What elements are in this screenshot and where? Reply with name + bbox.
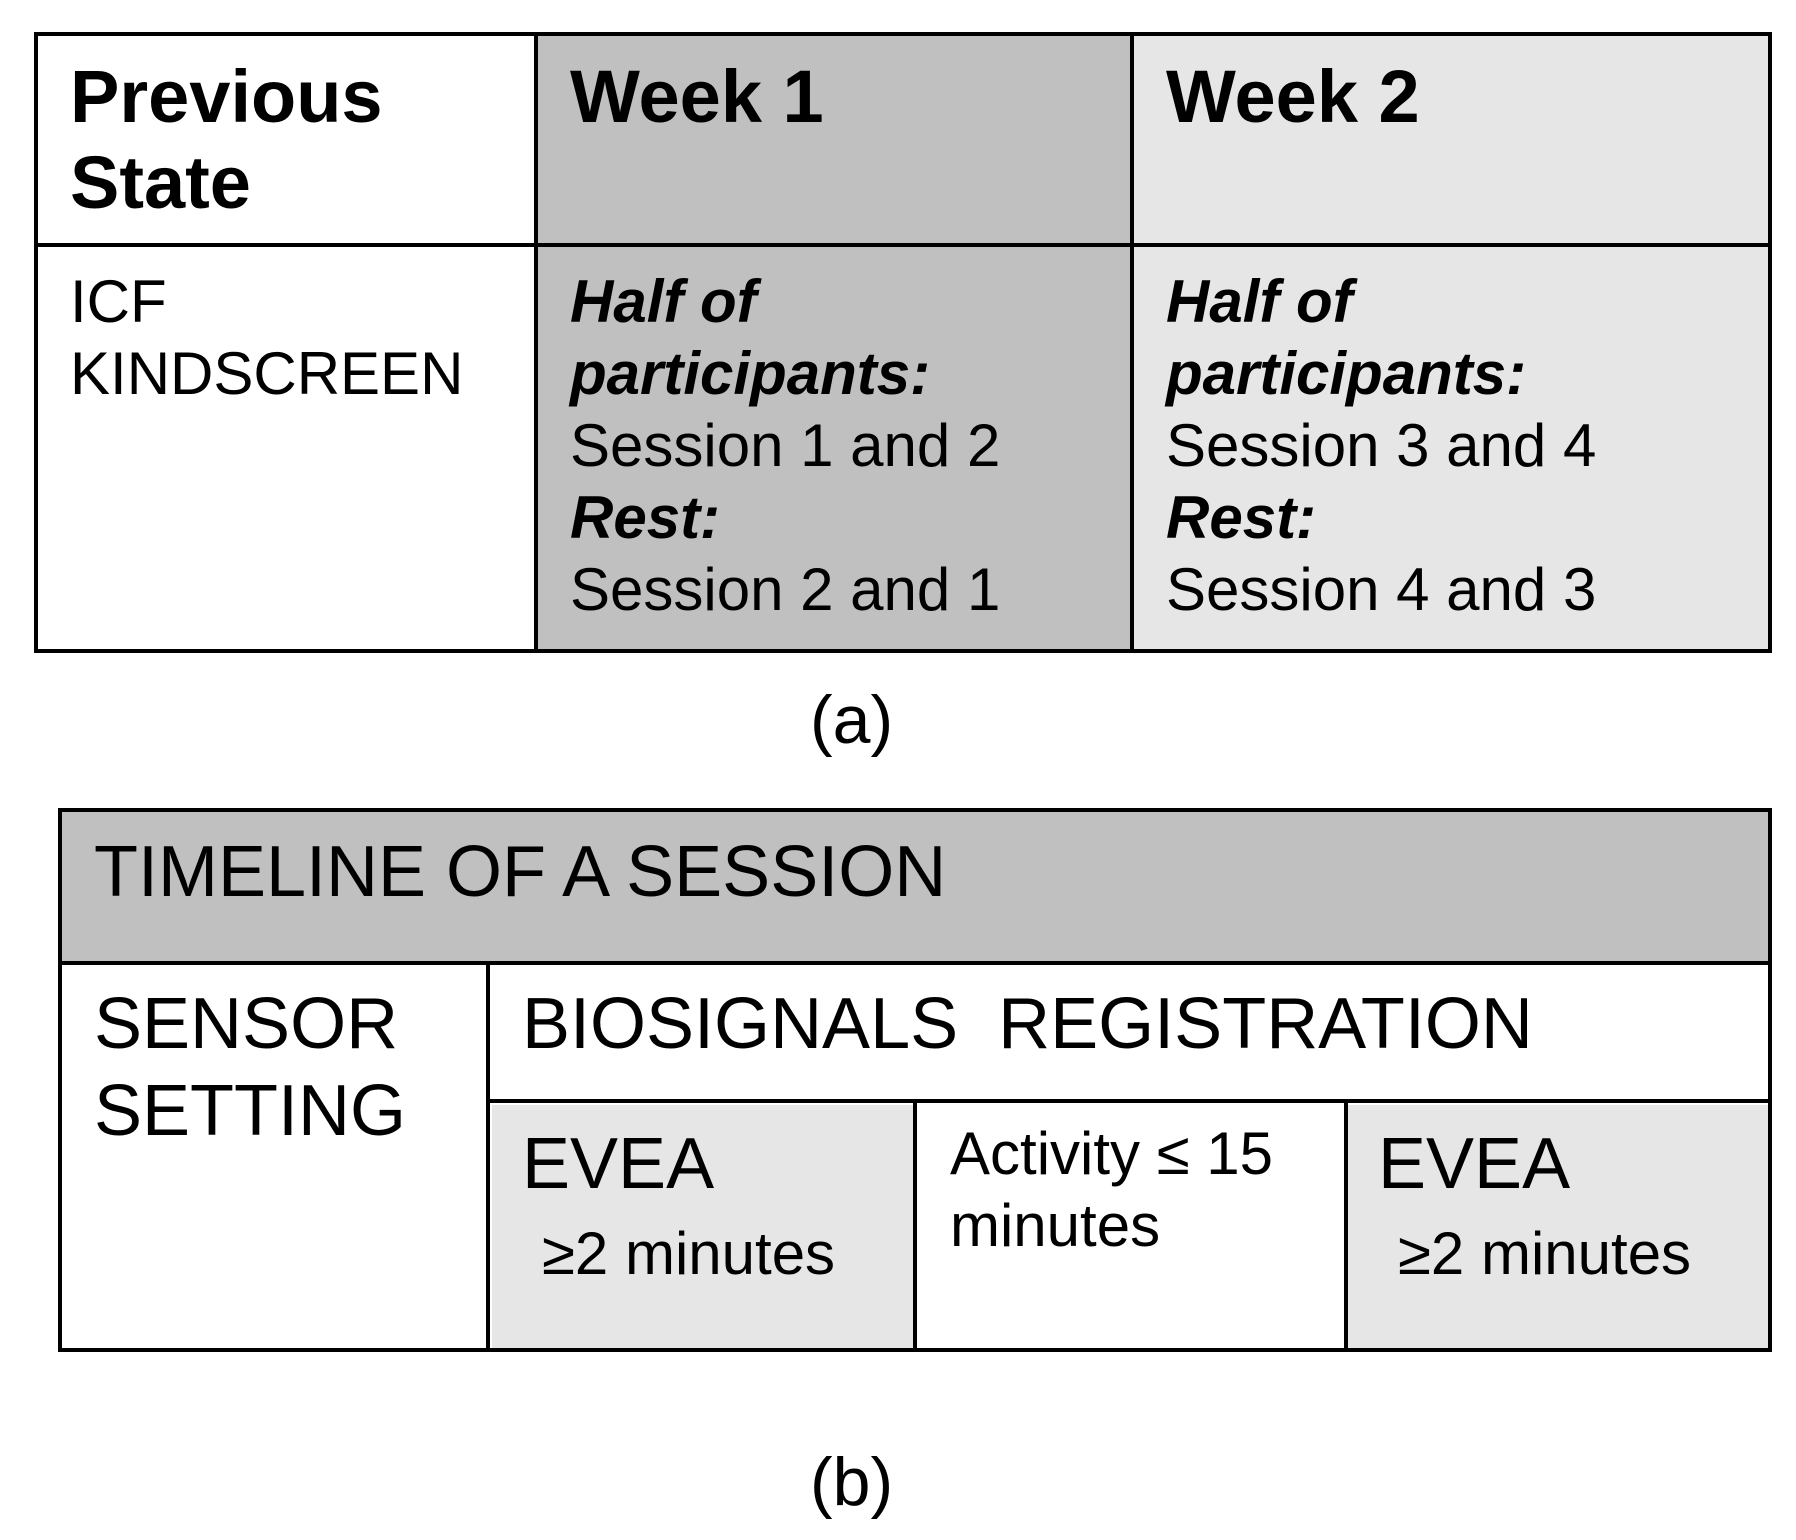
header-previous-state-line1: Previous — [70, 55, 383, 138]
week2-group1-label-line1: Half of — [1166, 268, 1353, 335]
title-divider — [58, 961, 1772, 965]
biosignals-registration: BIOSIGNALS REGISTRATION — [522, 984, 1533, 1064]
previous-state-icf: ICF — [70, 268, 167, 335]
caption-a: (a) — [810, 682, 894, 758]
table-a-divider-2 — [1130, 32, 1134, 653]
week2-group1-sessions: Session 3 and 4 — [1166, 412, 1597, 479]
week1-group1-label-line1: Half of — [570, 268, 757, 335]
week2-group1-label-line2: participants: — [1166, 340, 1527, 407]
week2-group2-label: Rest: — [1166, 484, 1317, 551]
table-a-header-divider — [34, 243, 1772, 247]
week1-group1-label-line2: participants: — [570, 340, 931, 407]
header-previous-state-line2: State — [70, 141, 251, 224]
previous-state-kindscreen: KINDSCREEN — [70, 340, 464, 407]
sensor-setting-line1: SENSOR — [94, 984, 399, 1064]
activity-divider — [1344, 1099, 1348, 1352]
table-a-divider-1 — [534, 32, 538, 653]
timeline-title: TIMELINE OF A SESSION — [94, 832, 947, 912]
week1-group1-sessions: Session 1 and 2 — [570, 412, 1001, 479]
week2-group2-sessions: Session 4 and 3 — [1166, 556, 1597, 623]
registration-divider — [486, 1099, 1772, 1103]
activity-line2: minutes — [950, 1192, 1161, 1259]
caption-b: (b) — [810, 1444, 894, 1520]
sensor-setting-line2: SETTING — [94, 1071, 407, 1151]
evea1-duration: ≥2 minutes — [542, 1220, 836, 1287]
evea2-label: EVEA — [1378, 1124, 1571, 1204]
evea1-label: EVEA — [522, 1124, 715, 1204]
week1-group2-sessions: Session 2 and 1 — [570, 556, 1001, 623]
week1-group2-label: Rest: — [570, 484, 721, 551]
evea2-duration: ≥2 minutes — [1398, 1220, 1692, 1287]
header-week1: Week 1 — [570, 55, 824, 138]
header-week2: Week 2 — [1166, 55, 1420, 138]
activity-line1: Activity ≤ 15 — [950, 1120, 1274, 1187]
evea1-divider — [913, 1099, 917, 1352]
sensor-divider — [486, 961, 490, 1352]
